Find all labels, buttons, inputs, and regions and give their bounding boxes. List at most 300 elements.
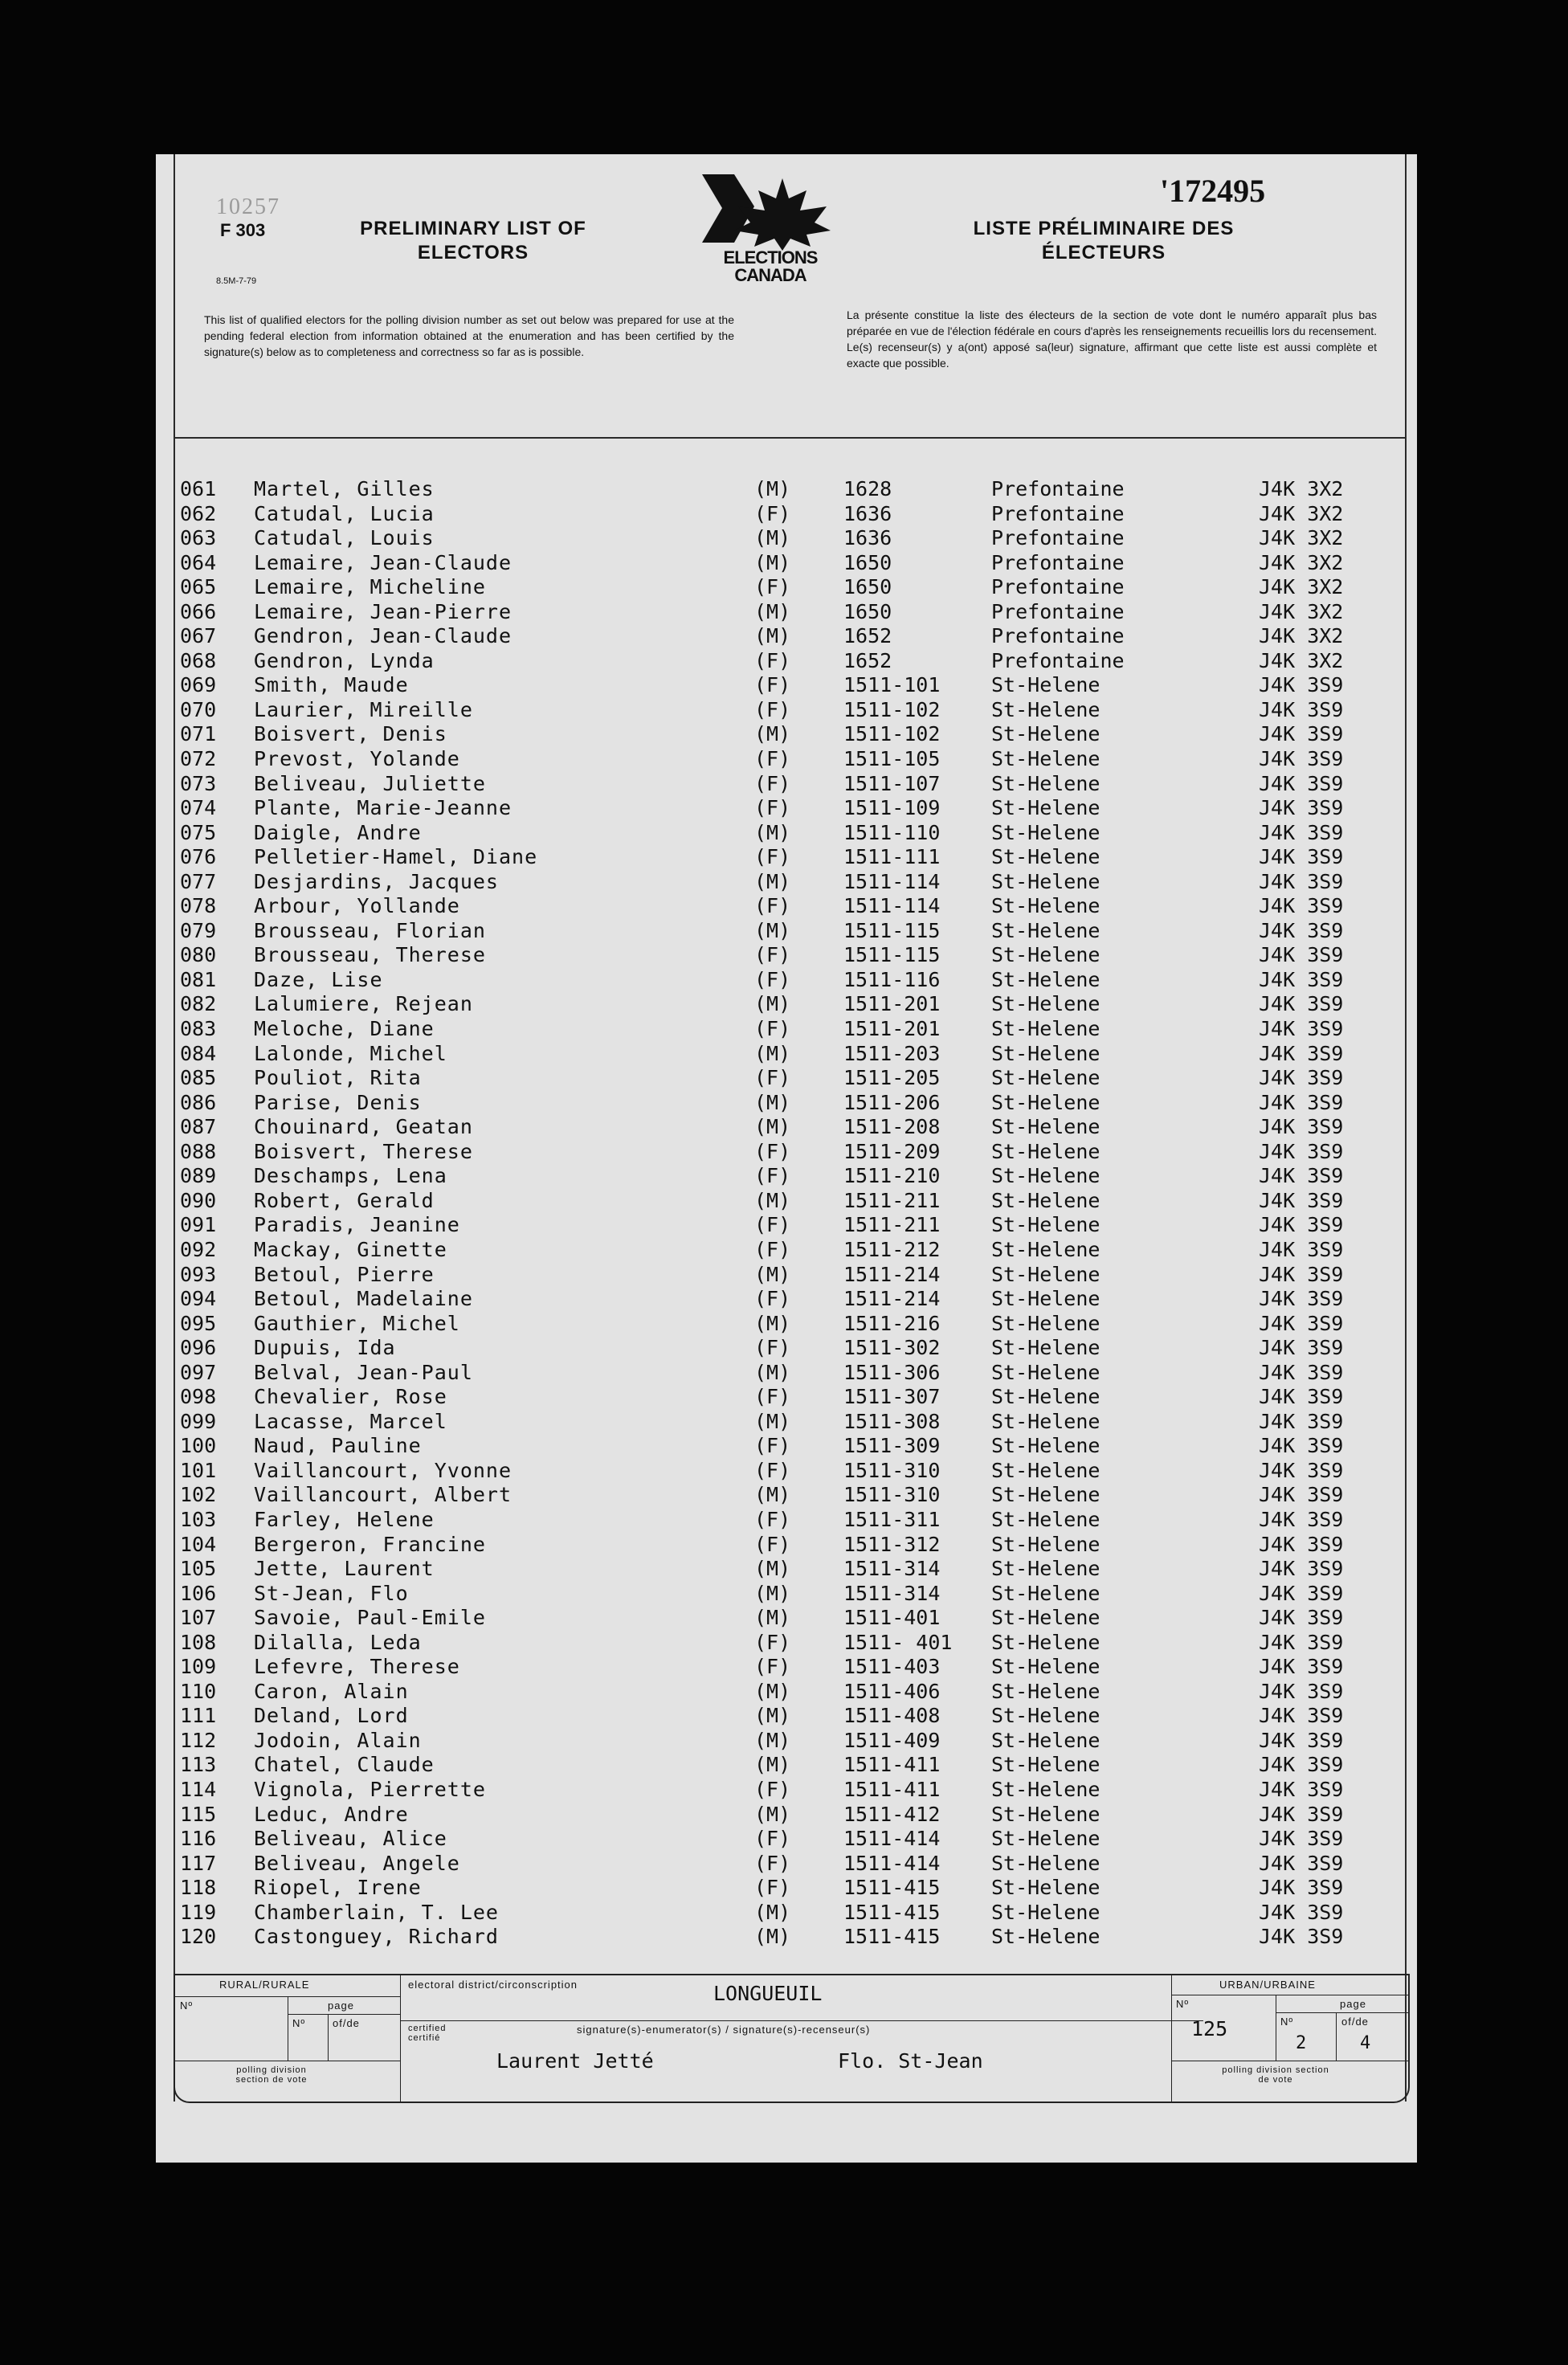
elector-postal-code: J4K 3S9 xyxy=(1259,894,1344,918)
rural-page-label: page xyxy=(328,1999,354,2012)
elector-number: 074 xyxy=(180,796,217,820)
elector-number: 086 xyxy=(180,1090,217,1114)
footer-line xyxy=(288,2014,400,2015)
elector-number: 075 xyxy=(180,820,217,844)
elector-address: 1511-414 xyxy=(843,1827,941,1851)
elector-number: 085 xyxy=(180,1066,217,1090)
left-border xyxy=(174,154,175,2102)
elector-name: Gauthier, Michel xyxy=(254,1311,460,1335)
elector-postal-code: J4K 3X2 xyxy=(1259,599,1344,623)
elector-row xyxy=(180,1803,1401,1828)
elector-street: St-Helene xyxy=(991,1311,1100,1335)
elector-postal-code: J4K 3S9 xyxy=(1259,1409,1344,1433)
elector-postal-code: J4K 3S9 xyxy=(1259,1606,1344,1630)
elector-address: 1511-401 xyxy=(843,1606,941,1630)
elector-number: 102 xyxy=(180,1483,217,1507)
elector-sex: (F) xyxy=(754,1385,791,1409)
elector-number: 067 xyxy=(180,624,217,648)
elector-address: 1511-102 xyxy=(843,722,941,746)
urban-of-label: of/de xyxy=(1341,2016,1369,2028)
elector-address: 1511-111 xyxy=(843,845,941,869)
elector-address: 1511-307 xyxy=(843,1385,941,1409)
elector-name: Pouliot, Rita xyxy=(254,1066,422,1090)
elector-sex: (M) xyxy=(754,624,791,648)
elector-street: St-Helene xyxy=(991,1925,1100,1949)
elector-name: Lalonde, Michel xyxy=(254,1041,447,1065)
elector-postal-code: J4K 3S9 xyxy=(1259,1041,1344,1065)
elector-sex: (M) xyxy=(754,820,791,844)
elector-row xyxy=(180,600,1401,625)
elector-sex: (F) xyxy=(754,1237,791,1261)
elector-postal-code: J4K 3S9 xyxy=(1259,1876,1344,1900)
elector-name: Gendron, Jean-Claude xyxy=(254,624,512,648)
elector-number: 119 xyxy=(180,1900,217,1924)
footer-block xyxy=(174,1974,1410,2103)
elector-sex: (F) xyxy=(754,673,791,697)
elector-row xyxy=(180,1901,1401,1926)
elector-address: 1511-206 xyxy=(843,1090,941,1114)
elector-number: 078 xyxy=(180,894,217,918)
elector-name: Riopel, Irene xyxy=(254,1876,422,1900)
elector-postal-code: J4K 3S9 xyxy=(1259,820,1344,844)
elector-number: 079 xyxy=(180,918,217,942)
elector-street: St-Helene xyxy=(991,918,1100,942)
elector-name: Daze, Lise xyxy=(254,967,383,991)
elector-number: 069 xyxy=(180,673,217,697)
elector-name: Lacasse, Marcel xyxy=(254,1409,447,1433)
elector-street: Prefontaine xyxy=(991,624,1125,648)
elector-street: St-Helene xyxy=(991,1213,1100,1237)
elector-number: 105 xyxy=(180,1557,217,1581)
elector-name: Gendron, Lynda xyxy=(254,648,435,672)
elector-name: Deland, Lord xyxy=(254,1704,409,1728)
footer-line xyxy=(1276,2012,1408,2013)
elector-number: 091 xyxy=(180,1213,217,1237)
elector-postal-code: J4K 3X2 xyxy=(1259,624,1344,648)
elector-sex: (F) xyxy=(754,1458,791,1482)
footer-line xyxy=(1336,2012,1337,2061)
elector-row xyxy=(180,1557,1401,1582)
elector-name: Farley, Helene xyxy=(254,1507,435,1531)
rural-no-label: Nº xyxy=(180,1999,194,2012)
elector-name: Beliveau, Angele xyxy=(254,1851,460,1875)
elector-address: 1511-212 xyxy=(843,1237,941,1261)
elector-sex: (F) xyxy=(754,1139,791,1163)
elector-row xyxy=(180,821,1401,846)
elector-row xyxy=(180,1533,1401,1558)
elector-postal-code: J4K 3S9 xyxy=(1259,1139,1344,1163)
rural-label: RURAL/RURALE xyxy=(219,1979,310,1991)
elector-street: St-Helene xyxy=(991,1728,1100,1752)
elector-address: 1511-415 xyxy=(843,1900,941,1924)
elector-sex: (M) xyxy=(754,1900,791,1924)
elector-address: 1511-110 xyxy=(843,820,941,844)
elector-name: Martel, Gilles xyxy=(254,477,435,500)
elector-postal-code: J4K 3S9 xyxy=(1259,1483,1344,1507)
elector-address: 1511-408 xyxy=(843,1704,941,1728)
elector-number: 080 xyxy=(180,943,217,967)
elector-street: St-Helene xyxy=(991,1655,1100,1679)
elector-number: 066 xyxy=(180,599,217,623)
elector-sex: (F) xyxy=(754,1434,791,1458)
elector-number: 090 xyxy=(180,1188,217,1212)
elector-postal-code: J4K 3S9 xyxy=(1259,1851,1344,1875)
elector-street: St-Helene xyxy=(991,1262,1100,1286)
elections-canada-logo xyxy=(686,170,855,283)
elector-sex: (M) xyxy=(754,992,791,1016)
elector-row xyxy=(180,1287,1401,1312)
elector-row xyxy=(180,673,1401,698)
elector-number: 087 xyxy=(180,1115,217,1139)
elector-postal-code: J4K 3S9 xyxy=(1259,1532,1344,1556)
elector-street: St-Helene xyxy=(991,697,1100,721)
elector-sex: (M) xyxy=(754,1360,791,1384)
elector-number: 082 xyxy=(180,992,217,1016)
elector-address: 1511-415 xyxy=(843,1876,941,1900)
elector-number: 114 xyxy=(180,1777,217,1801)
elector-address: 1511-302 xyxy=(843,1336,941,1360)
elector-name: Parise, Denis xyxy=(254,1090,422,1114)
elector-row xyxy=(180,1606,1401,1631)
elector-street: Prefontaine xyxy=(991,575,1125,599)
elector-name: Paradis, Jeanine xyxy=(254,1213,460,1237)
elector-name: Vaillancourt, Yvonne xyxy=(254,1458,512,1482)
elector-sex: (M) xyxy=(754,1115,791,1139)
elector-postal-code: J4K 3X2 xyxy=(1259,501,1344,525)
elector-row xyxy=(180,1017,1401,1042)
elector-sex: (M) xyxy=(754,1041,791,1065)
enumerator-1: Laurent Jetté xyxy=(496,2049,654,2073)
elector-name: Chatel, Claude xyxy=(254,1753,435,1777)
elector-row xyxy=(180,1680,1401,1705)
elector-address: 1511-310 xyxy=(843,1483,941,1507)
elector-row xyxy=(180,1140,1401,1165)
elector-sex: (F) xyxy=(754,1777,791,1801)
elector-sex: (F) xyxy=(754,1336,791,1360)
elector-postal-code: J4K 3X2 xyxy=(1259,550,1344,574)
elector-number: 077 xyxy=(180,869,217,893)
elector-street: St-Helene xyxy=(991,992,1100,1016)
elector-address: 1511-310 xyxy=(843,1458,941,1482)
elector-address: 1652 xyxy=(843,648,892,672)
elector-street: St-Helene xyxy=(991,1385,1100,1409)
elector-postal-code: J4K 3S9 xyxy=(1259,1507,1344,1531)
elector-address: 1511-409 xyxy=(843,1728,941,1752)
elector-postal-code: J4K 3S9 xyxy=(1259,918,1344,942)
elector-street: St-Helene xyxy=(991,1851,1100,1875)
elector-address: 1511-308 xyxy=(843,1409,941,1433)
elector-name: Boisvert, Denis xyxy=(254,722,447,746)
elector-postal-code: J4K 3X2 xyxy=(1259,648,1344,672)
elector-postal-code: J4K 3S9 xyxy=(1259,1557,1344,1581)
elector-name: Caron, Alain xyxy=(254,1679,409,1703)
elector-sex: (M) xyxy=(754,1802,791,1826)
elector-street: St-Helene xyxy=(991,869,1100,893)
elector-name: Smith, Maude xyxy=(254,673,409,697)
elector-name: Daigle, Andre xyxy=(254,820,422,844)
elector-sex: (F) xyxy=(754,1630,791,1654)
elector-row xyxy=(180,1189,1401,1214)
elector-address: 1511-314 xyxy=(843,1581,941,1605)
elector-sex: (M) xyxy=(754,1606,791,1630)
elector-row xyxy=(180,1238,1401,1263)
elector-row xyxy=(180,1876,1401,1901)
elector-street: St-Helene xyxy=(991,1164,1100,1188)
elector-address: 1511-205 xyxy=(843,1066,941,1090)
elector-number: 071 xyxy=(180,722,217,746)
elector-sex: (M) xyxy=(754,1753,791,1777)
elector-postal-code: J4K 3S9 xyxy=(1259,1728,1344,1752)
elector-number: 083 xyxy=(180,1017,217,1041)
elector-row xyxy=(180,1483,1401,1508)
elector-address: 1511-216 xyxy=(843,1311,941,1335)
elector-row xyxy=(180,1042,1401,1067)
elector-street: St-Helene xyxy=(991,1115,1100,1139)
elector-street: St-Helene xyxy=(991,1360,1100,1384)
elector-number: 064 xyxy=(180,550,217,574)
rural-page-no-label: Nº xyxy=(292,2017,306,2029)
elector-postal-code: J4K 3S9 xyxy=(1259,845,1344,869)
elector-sex: (F) xyxy=(754,1017,791,1041)
elector-postal-code: J4K 3S9 xyxy=(1259,1655,1344,1679)
elector-row xyxy=(180,1312,1401,1337)
elector-row xyxy=(180,1631,1401,1656)
elector-postal-code: J4K 3S9 xyxy=(1259,1581,1344,1605)
elector-name: Betoul, Madelaine xyxy=(254,1287,473,1311)
elector-row xyxy=(180,796,1401,821)
elector-postal-code: J4K 3S9 xyxy=(1259,771,1344,795)
urban-label: URBAN/URBAINE xyxy=(1219,1979,1316,1991)
elector-sex: (M) xyxy=(754,1262,791,1286)
elector-street: St-Helene xyxy=(991,771,1100,795)
elector-postal-code: J4K 3S9 xyxy=(1259,1311,1344,1335)
elector-postal-code: J4K 3S9 xyxy=(1259,1900,1344,1924)
elector-postal-code: J4K 3S9 xyxy=(1259,1679,1344,1703)
elector-sex: (F) xyxy=(754,1876,791,1900)
elector-sex: (F) xyxy=(754,943,791,967)
logo-wordmark: ELECTIONS CANADA xyxy=(723,247,818,285)
elector-address: 1511-201 xyxy=(843,992,941,1016)
elector-name: Deschamps, Lena xyxy=(254,1164,447,1188)
elector-address: 1511-115 xyxy=(843,943,941,967)
urban-page-label: page xyxy=(1340,1998,1366,2010)
elector-name: Lefevre, Therese xyxy=(254,1655,460,1679)
elector-name: Castonguey, Richard xyxy=(254,1925,499,1949)
elector-name: Plante, Marie-Jeanne xyxy=(254,796,512,820)
elector-address: 1511-412 xyxy=(843,1802,941,1826)
elector-sex: (F) xyxy=(754,1851,791,1875)
elector-sex: (F) xyxy=(754,1213,791,1237)
elector-number: 098 xyxy=(180,1385,217,1409)
elector-name: Arbour, Yollande xyxy=(254,894,460,918)
elector-address: 1511-107 xyxy=(843,771,941,795)
elector-address: 1511-403 xyxy=(843,1655,941,1679)
elector-sex: (F) xyxy=(754,1164,791,1188)
elector-number: 092 xyxy=(180,1237,217,1261)
elector-name: Vignola, Pierrette xyxy=(254,1777,486,1801)
elector-row xyxy=(180,1508,1401,1533)
elector-sex: (M) xyxy=(754,1557,791,1581)
elector-row xyxy=(180,1827,1401,1852)
elector-street: St-Helene xyxy=(991,1090,1100,1114)
elector-street: St-Helene xyxy=(991,1630,1100,1654)
elector-postal-code: J4K 3S9 xyxy=(1259,1262,1344,1286)
elector-name: Brousseau, Therese xyxy=(254,943,486,967)
elector-postal-code: J4K 3S9 xyxy=(1259,1164,1344,1188)
elector-address: 1511-411 xyxy=(843,1753,941,1777)
elector-name: Pelletier-Hamel, Diane xyxy=(254,845,538,869)
elector-street: St-Helene xyxy=(991,1188,1100,1212)
elector-address: 1511-414 xyxy=(843,1851,941,1875)
elector-row xyxy=(180,1115,1401,1140)
elector-address: 1511-203 xyxy=(843,1041,941,1065)
elector-postal-code: J4K 3S9 xyxy=(1259,1704,1344,1728)
elector-address: 1511-214 xyxy=(843,1262,941,1286)
elector-street: St-Helene xyxy=(991,796,1100,820)
elector-street: St-Helene xyxy=(991,1876,1100,1900)
elector-number: 110 xyxy=(180,1679,217,1703)
elector-row xyxy=(180,722,1401,747)
elector-address: 1511-309 xyxy=(843,1434,941,1458)
page-total: 4 xyxy=(1360,2033,1371,2053)
elector-number: 095 xyxy=(180,1311,217,1335)
elector-row xyxy=(180,1091,1401,1116)
elector-sex: (F) xyxy=(754,967,791,991)
elector-row xyxy=(180,772,1401,797)
elector-street: St-Helene xyxy=(991,1336,1100,1360)
elector-address: 1511-101 xyxy=(843,673,941,697)
elector-street: St-Helene xyxy=(991,845,1100,869)
elector-row xyxy=(180,1410,1401,1435)
elector-address: 1511-210 xyxy=(843,1164,941,1188)
elector-name: Savoie, Paul-Emile xyxy=(254,1606,486,1630)
elector-name: Lemaire, Jean-Pierre xyxy=(254,599,512,623)
elector-postal-code: J4K 3S9 xyxy=(1259,1458,1344,1482)
elector-street: St-Helene xyxy=(991,1017,1100,1041)
elector-number: 112 xyxy=(180,1728,217,1752)
elector-sex: (M) xyxy=(754,918,791,942)
elector-postal-code: J4K 3S9 xyxy=(1259,1802,1344,1826)
elector-street: St-Helene xyxy=(991,1704,1100,1728)
elector-street: St-Helene xyxy=(991,1409,1100,1433)
elector-sex: (F) xyxy=(754,796,791,820)
elector-row xyxy=(180,649,1401,674)
elector-row xyxy=(180,1778,1401,1803)
elector-address: 1511-211 xyxy=(843,1188,941,1212)
elector-row xyxy=(180,894,1401,919)
elector-name: Mackay, Ginette xyxy=(254,1237,447,1261)
maple-leaf-x-icon xyxy=(686,170,855,251)
elector-sex: (F) xyxy=(754,771,791,795)
elector-row xyxy=(180,575,1401,600)
elector-sex: (F) xyxy=(754,575,791,599)
elector-street: Prefontaine xyxy=(991,501,1125,525)
elector-name: Boisvert, Therese xyxy=(254,1139,473,1163)
elector-row xyxy=(180,1753,1401,1778)
elector-postal-code: J4K 3S9 xyxy=(1259,1434,1344,1458)
elector-postal-code: J4K 3S9 xyxy=(1259,1213,1344,1237)
footer-line xyxy=(400,1975,401,2102)
elector-row xyxy=(180,1066,1401,1091)
title-english: PRELIMINARY LIST OF ELECTORS xyxy=(360,218,586,263)
elector-name: Chevalier, Rose xyxy=(254,1385,447,1409)
elector-name: Jette, Laurent xyxy=(254,1557,435,1581)
elector-street: St-Helene xyxy=(991,1557,1100,1581)
elector-row xyxy=(180,1459,1401,1484)
polling-division-number: 125 xyxy=(1191,2017,1228,2040)
elector-sex: (M) xyxy=(754,1728,791,1752)
elector-name: Betoul, Pierre xyxy=(254,1262,435,1286)
elector-number: 097 xyxy=(180,1360,217,1384)
form-number: F 303 xyxy=(220,220,266,240)
elector-street: Prefontaine xyxy=(991,599,1125,623)
elector-row xyxy=(180,477,1401,502)
elector-address: 1511-214 xyxy=(843,1287,941,1311)
elector-row xyxy=(180,845,1401,870)
elector-street: St-Helene xyxy=(991,747,1100,771)
elector-postal-code: J4K 3S9 xyxy=(1259,722,1344,746)
elector-row xyxy=(180,943,1401,968)
elector-postal-code: J4K 3S9 xyxy=(1259,943,1344,967)
elector-street: St-Helene xyxy=(991,967,1100,991)
elector-row xyxy=(180,747,1401,772)
elector-street: St-Helene xyxy=(991,1237,1100,1261)
elector-row xyxy=(180,1434,1401,1459)
elector-address: 1511-102 xyxy=(843,697,941,721)
elector-street: Prefontaine xyxy=(991,648,1125,672)
elector-street: St-Helene xyxy=(991,1434,1100,1458)
urban-page-no-label: Nº xyxy=(1280,2016,1294,2028)
elector-number: 116 xyxy=(180,1827,217,1851)
elector-name: Chouinard, Geatan xyxy=(254,1115,473,1139)
elector-street: St-Helene xyxy=(991,1139,1100,1163)
elector-address: 1511-209 xyxy=(843,1139,941,1163)
elector-postal-code: J4K 3S9 xyxy=(1259,1188,1344,1212)
elector-street: St-Helene xyxy=(991,1606,1100,1630)
elector-name: Meloche, Diane xyxy=(254,1017,435,1041)
elector-row xyxy=(180,1164,1401,1189)
elector-name: Bergeron, Francine xyxy=(254,1532,486,1556)
elector-street: St-Helene xyxy=(991,1532,1100,1556)
elector-address: 1511-306 xyxy=(843,1360,941,1384)
elector-postal-code: J4K 3S9 xyxy=(1259,1777,1344,1801)
elector-number: 117 xyxy=(180,1851,217,1875)
intro-english: This list of qualified electors for the polling division number as set out below was prepared for use at the pending federal election from information obtained at the enumeration and has been certified by the signature(s) below as to completeness and correctness so far as is possible. xyxy=(204,313,734,358)
elector-list xyxy=(180,477,1401,1950)
elector-sex: (M) xyxy=(754,526,791,550)
elector-row xyxy=(180,502,1401,527)
elector-row xyxy=(180,1852,1401,1877)
elector-sex: (F) xyxy=(754,1287,791,1311)
elector-number: 101 xyxy=(180,1458,217,1482)
elector-number: 070 xyxy=(180,697,217,721)
elector-number: 094 xyxy=(180,1287,217,1311)
elector-street: St-Helene xyxy=(991,673,1100,697)
elector-postal-code: J4K 3S9 xyxy=(1259,1017,1344,1041)
elector-sex: (M) xyxy=(754,1679,791,1703)
faint-stamp: 10257 xyxy=(216,194,280,219)
elector-address: 1511-415 xyxy=(843,1925,941,1949)
elector-address: 1511-109 xyxy=(843,796,941,820)
elector-row xyxy=(180,1704,1401,1729)
elector-sex: (M) xyxy=(754,1188,791,1212)
elector-name: Beliveau, Juliette xyxy=(254,771,486,795)
document-page xyxy=(156,154,1417,2163)
elector-address: 1511-201 xyxy=(843,1017,941,1041)
right-border xyxy=(1405,154,1407,2102)
elector-address: 1511-105 xyxy=(843,747,941,771)
elector-postal-code: J4K 3S9 xyxy=(1259,1066,1344,1090)
